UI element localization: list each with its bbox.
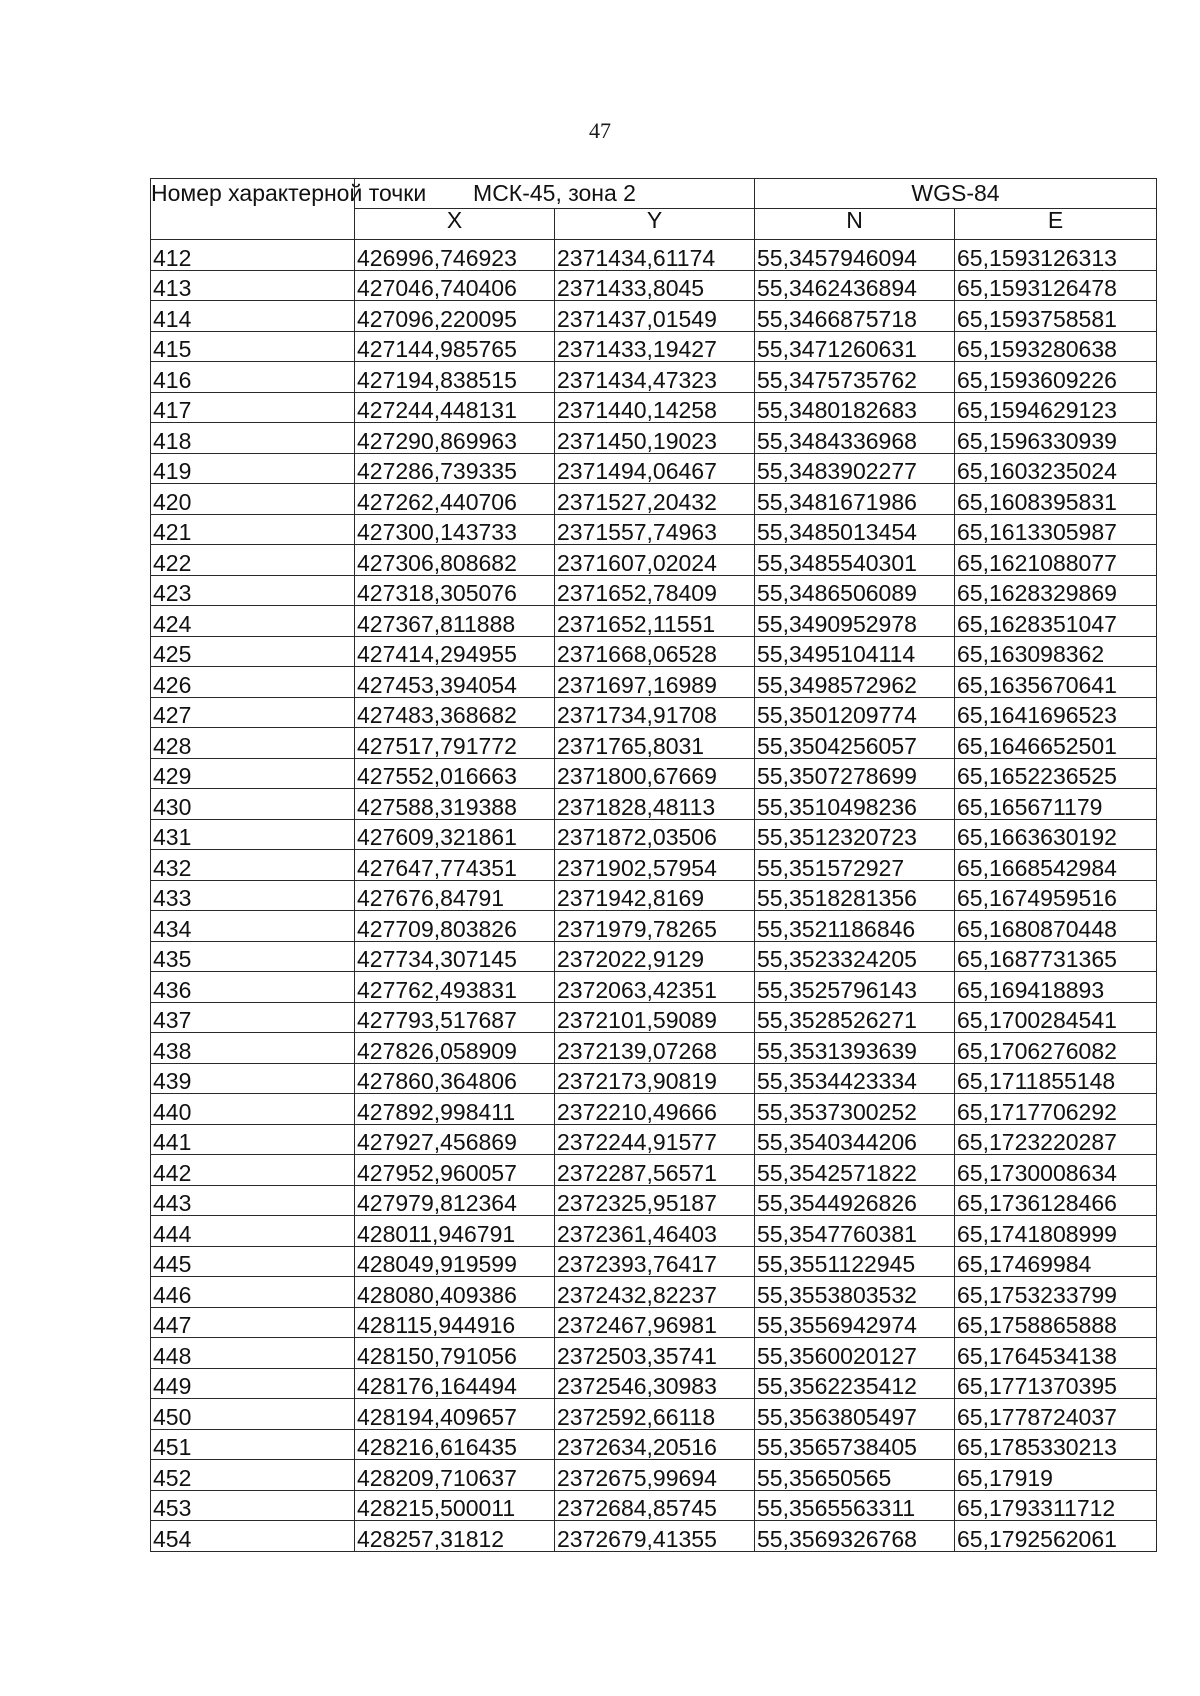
e-cell: 65,1792562061 (955, 1521, 1157, 1552)
e-cell: 65,1596330939 (955, 423, 1157, 454)
point-number-cell: 435 (151, 941, 355, 972)
point-number-cell: 453 (151, 1490, 355, 1521)
x-cell: 427318,305076 (355, 575, 555, 606)
n-cell: 55,3565563311 (755, 1490, 955, 1521)
x-cell: 428216,616435 (355, 1429, 555, 1460)
e-cell: 65,1593609226 (955, 362, 1157, 393)
e-cell: 65,1628351047 (955, 606, 1157, 637)
point-number-cell: 444 (151, 1216, 355, 1247)
e-cell: 65,1603235024 (955, 453, 1157, 484)
y-cell: 2371800,67669 (555, 758, 755, 789)
e-cell: 65,1723220287 (955, 1124, 1157, 1155)
y-cell: 2371902,57954 (555, 850, 755, 881)
table-row (151, 392, 1157, 423)
point-number-cell: 452 (151, 1460, 355, 1491)
point-number-cell: 423 (151, 575, 355, 606)
n-cell: 55,3521186846 (755, 911, 955, 942)
n-cell: 55,3501209774 (755, 697, 955, 728)
e-cell: 65,1717706292 (955, 1094, 1157, 1125)
table-row (151, 362, 1157, 393)
x-cell: 428080,409386 (355, 1277, 555, 1308)
n-cell: 55,3542571822 (755, 1155, 955, 1186)
n-cell: 55,3481671986 (755, 484, 955, 515)
n-cell: 55,3462436894 (755, 270, 955, 301)
point-number-cell: 428 (151, 728, 355, 759)
x-cell: 427144,985765 (355, 331, 555, 362)
point-number-cell: 454 (151, 1521, 355, 1552)
y-cell: 2371872,03506 (555, 819, 755, 850)
table-row (151, 1307, 1157, 1338)
e-cell: 65,1641696523 (955, 697, 1157, 728)
y-cell: 2372684,85745 (555, 1490, 755, 1521)
point-number-cell: 449 (151, 1368, 355, 1399)
point-number-cell: 447 (151, 1307, 355, 1338)
e-cell: 65,1706276082 (955, 1033, 1157, 1064)
point-number-cell: 443 (151, 1185, 355, 1216)
x-cell: 427588,319388 (355, 789, 555, 820)
y-cell: 2372675,99694 (555, 1460, 755, 1491)
point-number-cell: 413 (151, 270, 355, 301)
table-row (151, 880, 1157, 911)
y-cell: 2372210,49666 (555, 1094, 755, 1125)
e-cell: 65,1663630192 (955, 819, 1157, 850)
x-cell: 427367,811888 (355, 606, 555, 637)
n-cell: 55,3551122945 (755, 1246, 955, 1277)
x-cell: 427096,220095 (355, 301, 555, 332)
table-row (151, 270, 1157, 301)
e-cell: 65,1652236525 (955, 758, 1157, 789)
e-cell: 65,1730008634 (955, 1155, 1157, 1186)
x-cell: 427979,812364 (355, 1185, 555, 1216)
n-cell: 55,3475735762 (755, 362, 955, 393)
e-cell: 65,163098362 (955, 636, 1157, 667)
n-cell: 55,3466875718 (755, 301, 955, 332)
table-row (151, 1185, 1157, 1216)
x-cell: 427609,321861 (355, 819, 555, 850)
x-cell: 427762,493831 (355, 972, 555, 1003)
e-cell: 65,1608395831 (955, 484, 1157, 515)
y-cell: 2371434,47323 (555, 362, 755, 393)
x-cell: 427244,448131 (355, 392, 555, 423)
table-row (151, 941, 1157, 972)
n-cell: 55,3569326768 (755, 1521, 955, 1552)
n-cell: 55,3504256057 (755, 728, 955, 759)
point-number-cell: 441 (151, 1124, 355, 1155)
x-cell: 427793,517687 (355, 1002, 555, 1033)
e-cell: 65,1593126313 (955, 240, 1157, 271)
y-cell: 2371437,01549 (555, 301, 755, 332)
table-row (151, 819, 1157, 850)
point-number-cell: 425 (151, 636, 355, 667)
point-number-cell: 439 (151, 1063, 355, 1094)
table-row (151, 453, 1157, 484)
point-number-cell: 416 (151, 362, 355, 393)
table-row (151, 1399, 1157, 1430)
n-cell: 55,3485540301 (755, 545, 955, 576)
e-cell: 65,1674959516 (955, 880, 1157, 911)
point-number-header: Номер характерной точки (151, 179, 355, 240)
msk45-zone2-header: МСК-45, зона 2 (355, 179, 755, 209)
table-row (151, 758, 1157, 789)
y-cell: 2372679,41355 (555, 1521, 755, 1552)
e-column-header: E (955, 209, 1157, 240)
table-body (151, 240, 1157, 1552)
n-cell: 55,3485013454 (755, 514, 955, 545)
n-cell: 55,3562235412 (755, 1368, 955, 1399)
table-row (151, 331, 1157, 362)
table-row (151, 636, 1157, 667)
table-row (151, 1246, 1157, 1277)
y-cell: 2371557,74963 (555, 514, 755, 545)
x-cell: 426996,746923 (355, 240, 555, 271)
x-cell: 427927,456869 (355, 1124, 555, 1155)
x-cell: 427552,016663 (355, 758, 555, 789)
table-row (151, 1124, 1157, 1155)
e-cell: 65,1793311712 (955, 1490, 1157, 1521)
point-number-cell: 445 (151, 1246, 355, 1277)
table-row (151, 911, 1157, 942)
point-number-cell: 412 (151, 240, 355, 271)
point-number-cell: 436 (151, 972, 355, 1003)
y-cell: 2372393,76417 (555, 1246, 755, 1277)
table-row (151, 850, 1157, 881)
n-cell: 55,3544926826 (755, 1185, 955, 1216)
point-number-cell: 426 (151, 667, 355, 698)
point-number-cell: 419 (151, 453, 355, 484)
point-number-cell: 422 (151, 545, 355, 576)
table-row (151, 1002, 1157, 1033)
n-cell: 55,3490952978 (755, 606, 955, 637)
y-cell: 2371450,19023 (555, 423, 755, 454)
e-cell: 65,17919 (955, 1460, 1157, 1491)
point-number-cell: 420 (151, 484, 355, 515)
x-cell: 427194,838515 (355, 362, 555, 393)
e-cell: 65,1593758581 (955, 301, 1157, 332)
point-number-cell: 418 (151, 423, 355, 454)
y-cell: 2371979,78265 (555, 911, 755, 942)
table-row (151, 728, 1157, 759)
point-number-cell: 417 (151, 392, 355, 423)
x-cell: 427517,791772 (355, 728, 555, 759)
e-cell: 65,1594629123 (955, 392, 1157, 423)
x-cell: 428049,919599 (355, 1246, 555, 1277)
table-row (151, 1063, 1157, 1094)
table-row (151, 1490, 1157, 1521)
e-cell: 65,1635670641 (955, 667, 1157, 698)
y-cell: 2372101,59089 (555, 1002, 755, 1033)
x-cell: 427647,774351 (355, 850, 555, 881)
y-cell: 2371765,8031 (555, 728, 755, 759)
y-cell: 2372244,91577 (555, 1124, 755, 1155)
n-cell: 55,3553803532 (755, 1277, 955, 1308)
y-cell: 2372432,82237 (555, 1277, 755, 1308)
n-column-header: N (755, 209, 955, 240)
table-row (151, 697, 1157, 728)
n-cell: 55,3560020127 (755, 1338, 955, 1369)
n-cell: 55,3563805497 (755, 1399, 955, 1430)
x-cell: 427306,808682 (355, 545, 555, 576)
e-cell: 65,165671179 (955, 789, 1157, 820)
table-row (151, 972, 1157, 1003)
table-row (151, 301, 1157, 332)
table-row (151, 1277, 1157, 1308)
e-cell: 65,1680870448 (955, 911, 1157, 942)
y-cell: 2371527,20432 (555, 484, 755, 515)
point-number-cell: 438 (151, 1033, 355, 1064)
table-row (151, 1094, 1157, 1125)
y-cell: 2372592,66118 (555, 1399, 755, 1430)
x-cell: 427414,294955 (355, 636, 555, 667)
point-number-cell: 430 (151, 789, 355, 820)
e-cell: 65,17469984 (955, 1246, 1157, 1277)
point-number-cell: 427 (151, 697, 355, 728)
n-cell: 55,3457946094 (755, 240, 955, 271)
x-cell: 428215,500011 (355, 1490, 555, 1521)
x-cell: 428176,164494 (355, 1368, 555, 1399)
e-cell: 65,1668542984 (955, 850, 1157, 881)
table-row (151, 1338, 1157, 1369)
table-row (151, 240, 1157, 271)
table-row (151, 514, 1157, 545)
e-cell: 65,1753233799 (955, 1277, 1157, 1308)
point-number-cell: 437 (151, 1002, 355, 1033)
e-cell: 65,1593126478 (955, 270, 1157, 301)
y-cell: 2371942,8169 (555, 880, 755, 911)
n-cell: 55,3507278699 (755, 758, 955, 789)
x-cell: 427734,307145 (355, 941, 555, 972)
y-cell: 2372467,96981 (555, 1307, 755, 1338)
point-number-cell: 433 (151, 880, 355, 911)
y-cell: 2372173,90819 (555, 1063, 755, 1094)
n-cell: 55,3480182683 (755, 392, 955, 423)
n-cell: 55,3528526271 (755, 1002, 955, 1033)
e-cell: 65,1711855148 (955, 1063, 1157, 1094)
y-column-header: Y (555, 209, 755, 240)
x-cell: 428115,944916 (355, 1307, 555, 1338)
x-cell: 427952,960057 (355, 1155, 555, 1186)
y-cell: 2372325,95187 (555, 1185, 755, 1216)
table-row (151, 423, 1157, 454)
table-row (151, 484, 1157, 515)
table-row (151, 1521, 1157, 1552)
e-cell: 65,1621088077 (955, 545, 1157, 576)
x-cell: 427046,740406 (355, 270, 555, 301)
y-cell: 2371607,02024 (555, 545, 755, 576)
n-cell: 55,3523324205 (755, 941, 955, 972)
table-row (151, 789, 1157, 820)
e-cell: 65,1593280638 (955, 331, 1157, 362)
e-cell: 65,1646652501 (955, 728, 1157, 759)
y-cell: 2371494,06467 (555, 453, 755, 484)
x-cell: 427262,440706 (355, 484, 555, 515)
table-row (151, 1429, 1157, 1460)
point-number-cell: 434 (151, 911, 355, 942)
n-cell: 55,3525796143 (755, 972, 955, 1003)
n-cell: 55,3512320723 (755, 819, 955, 850)
table-row (151, 575, 1157, 606)
x-cell: 428257,31812 (355, 1521, 555, 1552)
x-cell: 428209,710637 (355, 1460, 555, 1491)
x-cell: 427286,739335 (355, 453, 555, 484)
n-cell: 55,3486506089 (755, 575, 955, 606)
point-number-cell: 431 (151, 819, 355, 850)
point-number-cell: 432 (151, 850, 355, 881)
y-cell: 2372546,30983 (555, 1368, 755, 1399)
n-cell: 55,3556942974 (755, 1307, 955, 1338)
n-cell: 55,351572927 (755, 850, 955, 881)
y-cell: 2372139,07268 (555, 1033, 755, 1064)
x-cell: 427892,998411 (355, 1094, 555, 1125)
n-cell: 55,3483902277 (755, 453, 955, 484)
point-number-cell: 424 (151, 606, 355, 637)
n-cell: 55,3540344206 (755, 1124, 955, 1155)
table-row (151, 1368, 1157, 1399)
coordinates-table (150, 178, 1157, 1552)
y-cell: 2372503,35741 (555, 1338, 755, 1369)
n-cell: 55,3565738405 (755, 1429, 955, 1460)
n-cell: 55,3495104114 (755, 636, 955, 667)
e-cell: 65,1628329869 (955, 575, 1157, 606)
point-number-cell: 451 (151, 1429, 355, 1460)
table-row (151, 1216, 1157, 1247)
point-number-cell: 421 (151, 514, 355, 545)
y-cell: 2372063,42351 (555, 972, 755, 1003)
x-cell: 427453,394054 (355, 667, 555, 698)
x-cell: 427300,143733 (355, 514, 555, 545)
n-cell: 55,35650565 (755, 1460, 955, 1491)
n-cell: 55,3498572962 (755, 667, 955, 698)
x-cell: 427709,803826 (355, 911, 555, 942)
point-number-cell: 446 (151, 1277, 355, 1308)
point-number-cell: 448 (151, 1338, 355, 1369)
x-cell: 427290,869963 (355, 423, 555, 454)
n-cell: 55,3531393639 (755, 1033, 955, 1064)
n-cell: 55,3547760381 (755, 1216, 955, 1247)
table-header (151, 179, 1157, 240)
table-row (151, 606, 1157, 637)
e-cell: 65,1771370395 (955, 1368, 1157, 1399)
y-cell: 2371652,78409 (555, 575, 755, 606)
n-cell: 55,3484336968 (755, 423, 955, 454)
y-cell: 2372634,20516 (555, 1429, 755, 1460)
n-cell: 55,3537300252 (755, 1094, 955, 1125)
y-cell: 2371828,48113 (555, 789, 755, 820)
x-cell: 427676,84791 (355, 880, 555, 911)
table-row (151, 1460, 1157, 1491)
y-cell: 2372361,46403 (555, 1216, 755, 1247)
x-cell: 428194,409657 (355, 1399, 555, 1430)
y-cell: 2371434,61174 (555, 240, 755, 271)
x-cell: 427483,368682 (355, 697, 555, 728)
e-cell: 65,1736128466 (955, 1185, 1157, 1216)
y-cell: 2371668,06528 (555, 636, 755, 667)
e-cell: 65,1764534138 (955, 1338, 1157, 1369)
x-cell: 427860,364806 (355, 1063, 555, 1094)
page-number: 47 (589, 118, 611, 143)
point-number-cell: 415 (151, 331, 355, 362)
table-row (151, 667, 1157, 698)
e-cell: 65,1741808999 (955, 1216, 1157, 1247)
n-cell: 55,3534423334 (755, 1063, 955, 1094)
point-number-cell: 450 (151, 1399, 355, 1430)
point-number-cell: 440 (151, 1094, 355, 1125)
point-number-cell: 414 (151, 301, 355, 332)
e-cell: 65,1778724037 (955, 1399, 1157, 1430)
n-cell: 55,3518281356 (755, 880, 955, 911)
n-cell: 55,3471260631 (755, 331, 955, 362)
x-cell: 428011,946791 (355, 1216, 555, 1247)
e-cell: 65,1613305987 (955, 514, 1157, 545)
n-cell: 55,3510498236 (755, 789, 955, 820)
table-row (151, 545, 1157, 576)
e-cell: 65,1687731365 (955, 941, 1157, 972)
table-row (151, 1033, 1157, 1064)
y-cell: 2372287,56571 (555, 1155, 755, 1186)
y-cell: 2371433,8045 (555, 270, 755, 301)
e-cell: 65,169418893 (955, 972, 1157, 1003)
x-column-header: X (355, 209, 555, 240)
y-cell: 2371652,11551 (555, 606, 755, 637)
x-cell: 427826,058909 (355, 1033, 555, 1064)
e-cell: 65,1758865888 (955, 1307, 1157, 1338)
e-cell: 65,1700284541 (955, 1002, 1157, 1033)
y-cell: 2371440,14258 (555, 392, 755, 423)
point-number-cell: 429 (151, 758, 355, 789)
y-cell: 2372022,9129 (555, 941, 755, 972)
point-number-cell: 442 (151, 1155, 355, 1186)
y-cell: 2371433,19427 (555, 331, 755, 362)
x-cell: 428150,791056 (355, 1338, 555, 1369)
y-cell: 2371697,16989 (555, 667, 755, 698)
y-cell: 2371734,91708 (555, 697, 755, 728)
table-row (151, 1155, 1157, 1186)
wgs84-header: WGS-84 (755, 179, 1157, 209)
e-cell: 65,1785330213 (955, 1429, 1157, 1460)
